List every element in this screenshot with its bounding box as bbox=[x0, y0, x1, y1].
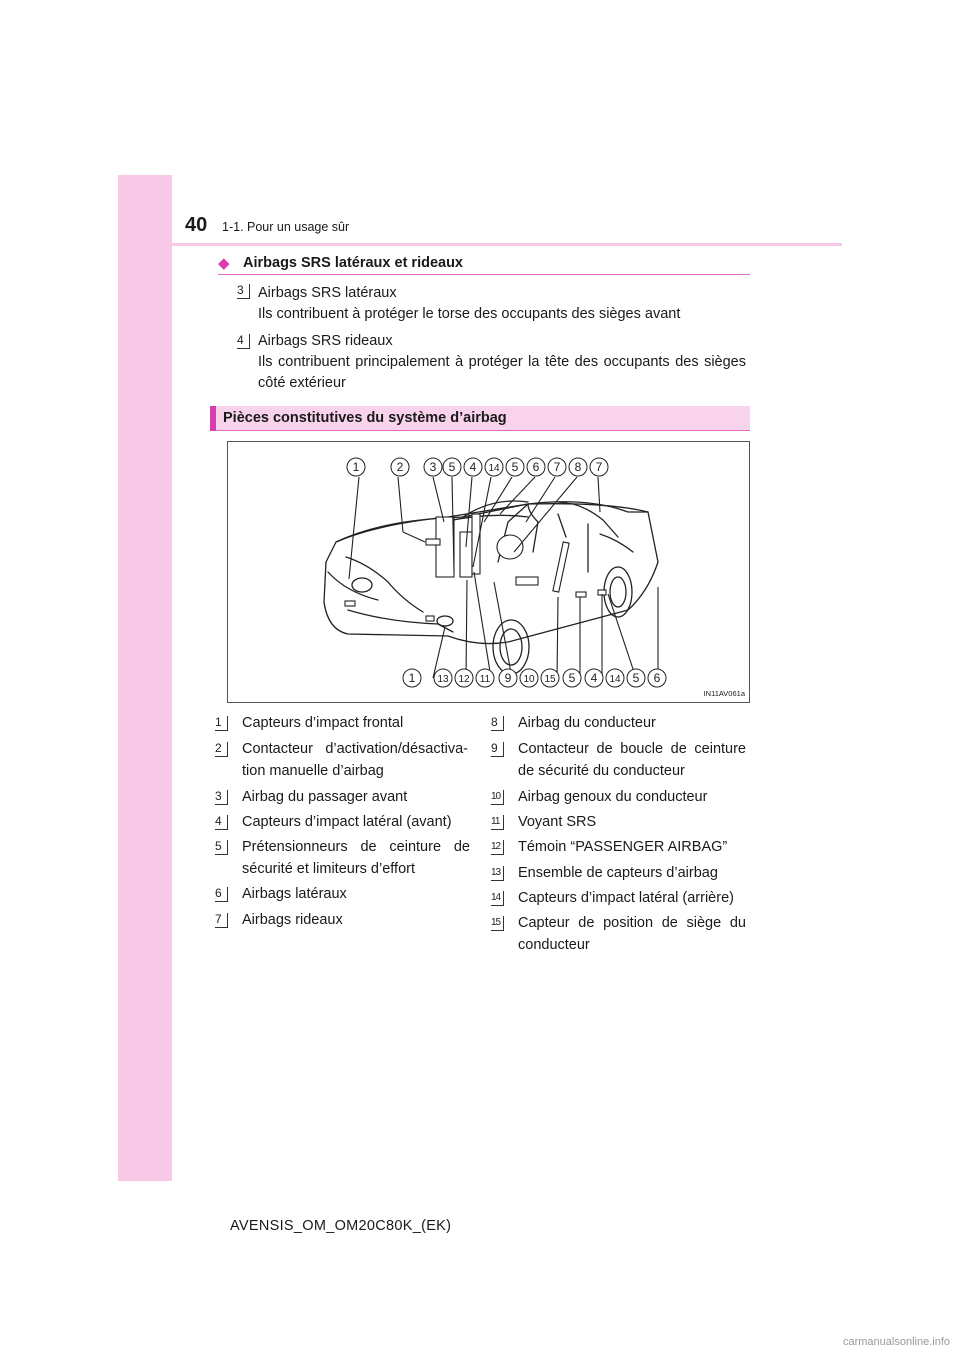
legend-number-box: 11 bbox=[491, 815, 504, 830]
callout-label: 1 bbox=[352, 460, 360, 474]
callout-label: 5 bbox=[448, 460, 456, 474]
legend-number-box: 14 bbox=[491, 891, 504, 906]
legend-text: Airbag du conducteur bbox=[518, 715, 656, 731]
callout-label: 6 bbox=[532, 460, 540, 474]
legend-number-box: 7 bbox=[215, 913, 228, 928]
callout-label: 15 bbox=[544, 674, 556, 685]
header-rule bbox=[172, 243, 842, 246]
legend-number-box: 4 bbox=[215, 815, 228, 830]
components-heading bbox=[210, 406, 750, 431]
legend-number-box: 8 bbox=[491, 716, 504, 731]
legend-number-box: 13 bbox=[491, 866, 504, 881]
legend-number-box: 2 bbox=[215, 742, 228, 757]
callout-label: 7 bbox=[595, 460, 603, 474]
item-number-box: 4 bbox=[237, 334, 250, 349]
item-description: Ils contribuent à protéger le torse des occupants des sièges avant bbox=[258, 306, 681, 322]
subsection-title: Airbags SRS latéraux et rideaux bbox=[243, 255, 463, 271]
legend-text: Capteurs d’impact frontal bbox=[242, 715, 404, 731]
callout-label: 13 bbox=[437, 674, 449, 685]
callout-label: 10 bbox=[523, 674, 535, 685]
diamond-bullet-icon: ◆ bbox=[218, 255, 230, 272]
legend-number-box: 12 bbox=[491, 840, 504, 855]
callout-label: 5 bbox=[632, 671, 640, 685]
section-reference: 1-1. Pour un usage sûr bbox=[222, 220, 350, 234]
item-title: Airbags SRS rideaux bbox=[258, 333, 393, 349]
figure-code: IN11AV061a bbox=[703, 689, 745, 698]
page-number: 40 bbox=[185, 214, 208, 236]
legend-text: Voyant SRS bbox=[518, 814, 597, 830]
legend-number-box: 9 bbox=[491, 742, 504, 757]
callout-label: 4 bbox=[469, 460, 477, 474]
legend-text: Airbags rideaux bbox=[242, 912, 343, 928]
callout-label: 6 bbox=[653, 671, 661, 685]
callout-label: 1 bbox=[408, 671, 416, 685]
subsection-heading bbox=[218, 254, 750, 275]
legend-text: Airbags latéraux bbox=[242, 886, 347, 902]
legend-text: Prétensionneurs de ceinture de sécurité et limiteurs d’effort bbox=[242, 839, 470, 877]
callout-label: 9 bbox=[504, 671, 512, 685]
legend-text: Airbag du passager avant bbox=[242, 789, 408, 805]
legend-text: Contacteur d’activation/désactiva-tion manuelle d’airbag bbox=[242, 741, 468, 779]
legend-number-box: 5 bbox=[215, 840, 228, 855]
car-illustration bbox=[228, 442, 749, 702]
legend-text: Capteurs d’impact latéral (arrière) bbox=[518, 890, 734, 906]
callout-label: 5 bbox=[511, 460, 519, 474]
legend-number-box: 3 bbox=[215, 790, 228, 805]
legend-text: Capteur de position de siège du conducteur bbox=[518, 915, 746, 953]
legend-text: Airbag genoux du conducteur bbox=[518, 789, 708, 805]
legend-number-box: 6 bbox=[215, 887, 228, 902]
manual-code: AVENSIS_OM_OM20C80K_(EK) bbox=[230, 1218, 452, 1234]
legend-number-box: 1 bbox=[215, 716, 228, 731]
legend-text: Contacteur de boucle de ceinture de sécurité du conducteur bbox=[518, 741, 746, 779]
legend-text: Capteurs d’impact latéral (avant) bbox=[242, 814, 452, 830]
legend-number-box: 10 bbox=[491, 790, 504, 805]
callout-label: 7 bbox=[553, 460, 561, 474]
components-heading-title: Pièces constitutives du système d’airbag bbox=[223, 410, 507, 426]
callout-label: 12 bbox=[458, 674, 470, 685]
legend-text: Ensemble de capteurs d’airbag bbox=[518, 865, 718, 881]
watermark: carmanualsonline.info bbox=[842, 1336, 950, 1348]
airbag-system-figure bbox=[227, 441, 750, 703]
callout-label: 3 bbox=[429, 460, 437, 474]
callout-label: 11 bbox=[479, 674, 491, 685]
legend-text: Témoin “PASSENGER AIRBAG” bbox=[518, 839, 728, 855]
callout-label: 5 bbox=[568, 671, 576, 685]
heading-accent-bar bbox=[210, 406, 216, 431]
page-side-band bbox=[118, 175, 172, 1181]
callout-label: 2 bbox=[396, 460, 404, 474]
item-number-box: 3 bbox=[237, 284, 250, 299]
callout-label: 4 bbox=[590, 671, 598, 685]
callout-label: 14 bbox=[488, 463, 500, 474]
legend-number-box: 15 bbox=[491, 916, 504, 931]
item-description: Ils contribuent principalement à protéger la tête des occupants des sièges côté extérieur bbox=[258, 354, 746, 391]
callout-label: 14 bbox=[609, 674, 621, 685]
item-title: Airbags SRS latéraux bbox=[258, 285, 397, 301]
callout-label: 8 bbox=[574, 460, 582, 474]
